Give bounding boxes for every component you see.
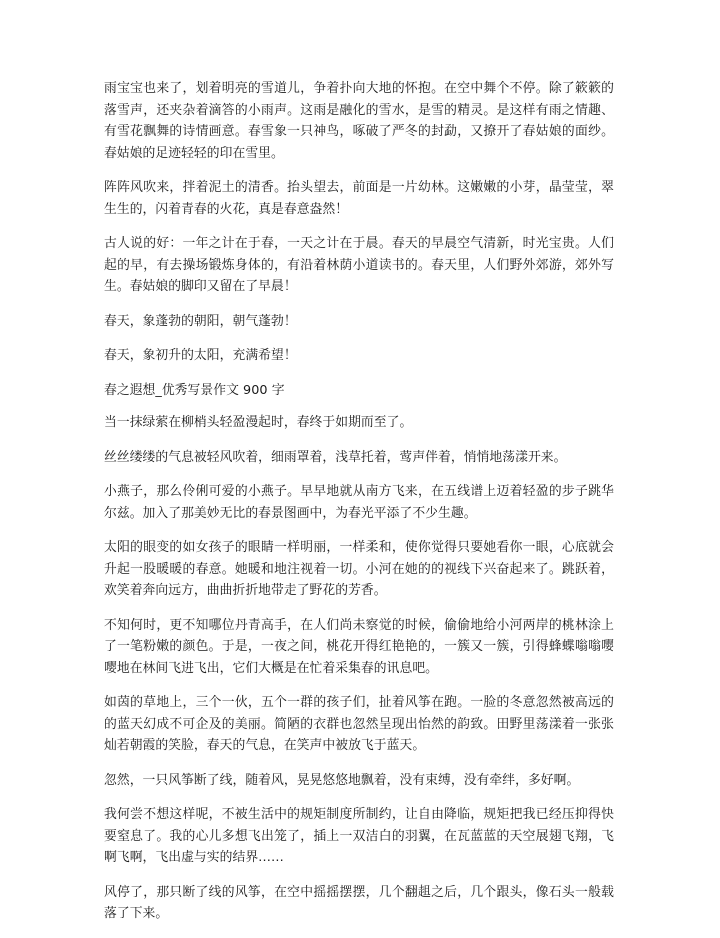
- paragraph-spring-snow: 雨宝宝也来了，划着明亮的雪道儿，争着扑向大地的怀抱。在空中舞个不停。除了簌簌的落雪声，还夹杂着滴答的小雨声。这雨是融化的雪水，是雪的精灵。是这样有雨之情趣、有雪花飘舞的诗情画意。春雪象一只神鸟，啄破了严冬的封勐，又撩开了春姑娘的面纱。春姑娘的足迹轻轻的印在雪里。: [104, 81, 614, 161]
- document-page: [104, 78, 614, 938]
- paragraph-willow: 当一抹绿萦在柳梢头轻盈漫起时，春终于如期而至了。: [104, 415, 413, 430]
- article-title: 春之遐想_优秀写景作文 900 字: [104, 382, 285, 398]
- paragraph-sunshine: 太阳的眼变的如女孩子的眼睛一样明丽，一样柔和，使你觉得只要她看你一眼，心底就会升起一股暖暖的春意。她暖和地注视着一切。小河在她的的视线下兴奋起来了。跳跃着，欢笑着奔向远方，曲曲折折地带走了野花的芳香。: [104, 540, 614, 598]
- paragraph-broken-kite: 忽然，一只风筝断了线，随着风，晃晃悠悠地飘着，没有束缚，没有牵绊，多好啊。: [104, 772, 580, 788]
- paragraph-young-forest: 阵阵风吹来，拌着泥土的清香。抬头望去，前面是一片幼林。这嫩嫩的小芽，晶莹莹，翠生生的，闪着青春的火花，真是春意盎然！: [104, 180, 614, 217]
- paragraph-kites: 如茵的草地上，三个一伙，五个一群的孩子们，扯着风筝在跑。一脸的冬意忽然被高远的的蓝天幻成不可企及的美丽。简陋的衣群也忽然呈现出怡然的韵致。田野里荡漾着一张张灿若朝霞的笑脸，春天的气息，在笑声中被放飞于蓝天。: [104, 695, 614, 753]
- paragraph-swallow: 小燕子，那么伶俐可爱的小燕子。早早地就从南方飞来，在五线谱上迈着轻盈的步子跳华尔兹。加入了那美妙无比的春景图画中，为春光平添了不少生趣。: [104, 484, 614, 521]
- paragraph-spring-morning: 古人说的好：一年之计在于春，一天之计在于晨。春天的早晨空气清新，时光宝贵。人们起的早，有去操场锻炼身体的，有沿着林荫小道读书的。春天里，人们野外郊游，郊外写生。春姑娘的脚印又留在了早晨！: [104, 236, 614, 294]
- paragraph-kite-falls: 风停了，那只断了线的风筝，在空中摇摇摆摆，几个翻趄之后，几个跟头，像石头一般载落了下来。: [104, 884, 614, 921]
- paragraph-peach-blossom: 不知何时，更不知哪位丹青高手，在人们尚未察觉的时候，偷偷地给小河两岸的桃林涂上了一笔粉嫩的颜色。于是，一夜之间，桃花开得红艳艳的，一簇又一簇，引得蜂蝶嗡嗡嘤嘤地在林间飞进飞出，它们大概是在忙着采集春的讯息吧。: [104, 617, 614, 676]
- paragraph-breeze: 丝丝缕缕的气息被轻风吹着，细雨罩着，浅草托着，莺声伴着，悄悄地荡漾开来。: [104, 449, 567, 465]
- paragraph-freedom: 我何尝不想这样呢，不被生活中的规矩制度所制约，让自由降临，规矩把我已经压抑得快要窒息了。我的心儿多想飞出笼了，插上一双洁白的羽翼，在瓦蓝蓝的天空展翅飞翔，飞啊飞啊，飞出虚与实的结界……: [104, 807, 614, 865]
- paragraph-spring-sun: 春天，象蓬勃的朝阳，朝气蓬勃！: [104, 313, 297, 329]
- paragraph-spring-hope: 春天，象初升的太阳，充满希望！: [104, 348, 297, 363]
